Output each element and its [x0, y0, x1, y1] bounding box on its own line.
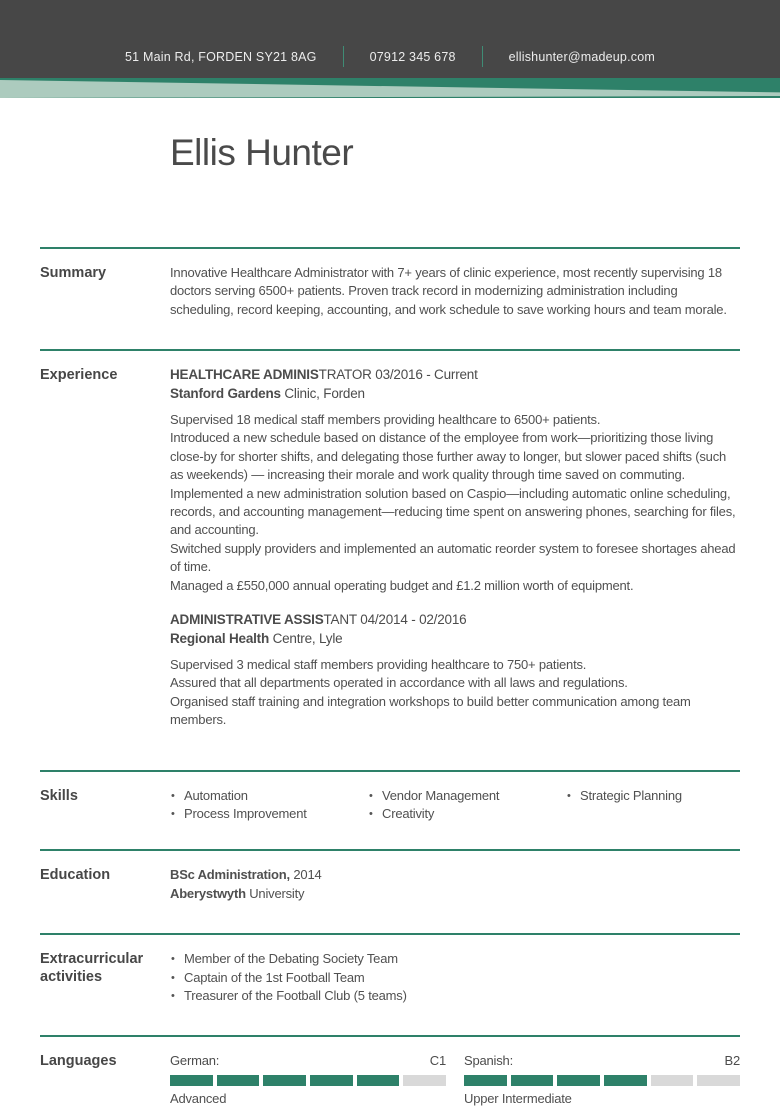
language-bar-segment — [464, 1075, 507, 1086]
language-bar-segment — [263, 1075, 306, 1086]
experience-job — [170, 366, 740, 595]
section-education — [40, 849, 740, 933]
education-degree-bold: BSc Administration, — [170, 867, 290, 883]
section-summary — [40, 247, 740, 349]
job-company-rest: Clinic, Forden — [280, 385, 365, 401]
job-achievement: Switched supply providers and implemented an automatic reorder system to foresee shortages ahead of time. — [170, 540, 736, 575]
skill-item: • Vendor Management — [368, 787, 566, 805]
contact-email: ellishunter@madeup.com — [508, 49, 655, 64]
job-achievement: Implemented a new administration solution based on Caspio—including automatic online scheduling, records, and accounting management—reducing time spent on answering phones, searching for files, and accounting. — [170, 485, 736, 538]
section-languages-label: Languages — [40, 1053, 117, 1070]
language-level-code: B2 — [724, 1053, 740, 1069]
skills-column — [566, 787, 764, 824]
job-company-bold: Stanford Gardens — [170, 385, 281, 401]
education-school — [170, 885, 740, 903]
language-bar-segment — [511, 1075, 554, 1086]
accent-band — [0, 78, 780, 98]
job-company-rest: Centre, Lyle — [269, 630, 343, 646]
language-bar-segment — [310, 1075, 353, 1086]
section-experience-label: Experience — [40, 367, 118, 384]
job-achievement: Supervised 3 medical staff members providing healthcare to 750+ patients. — [170, 656, 587, 672]
candidate-name: Ellis Hunter — [170, 132, 354, 173]
extracurricular-item: • Captain of the 1st Football Team — [170, 969, 740, 987]
job-achievement: Supervised 18 medical staff members providing healthcare to 6500+ patients. — [170, 412, 601, 428]
job-achievement: Managed a £550,000 annual operating budget and £1.2 million worth of equipment. — [170, 577, 634, 593]
section-experience — [40, 349, 740, 769]
job-achievement: Assured that all departments operated in accordance with all laws and regulations. — [170, 675, 628, 691]
language-bar-segment — [651, 1075, 694, 1086]
job-achievement: Introduced a new schedule based on distance of the employee from work—prioritizing those living close-by for shorter shifts, and delegating those further away to longer, but slower paced shifts (such as weekends) — increasing their morale and work quality through time saved on commuting. — [170, 430, 727, 483]
skill-item: • Process Improvement — [170, 805, 368, 823]
language-level-label: Upper Intermediate — [464, 1090, 572, 1106]
extracurricular-item: • Treasurer of the Football Club (5 teams) — [170, 987, 740, 1005]
language-name: German: — [170, 1053, 220, 1069]
language-bar-segment — [357, 1075, 400, 1086]
job-achievement: Organised staff training and integration workshops to build better communication among team members. — [170, 693, 691, 728]
section-education-label: Education — [40, 867, 111, 884]
job-achievements — [170, 411, 740, 595]
contact-address: 51 Main Rd, FORDEN SY21 8AG — [125, 49, 317, 64]
job-company — [170, 630, 740, 648]
contact-separator — [482, 46, 483, 67]
job-title — [170, 611, 740, 629]
job-title-bold: HEALTHCARE ADMINIS — [170, 367, 319, 383]
education-degree-year: 2014 — [289, 867, 322, 883]
language-bar-segment — [697, 1075, 740, 1086]
summary-text: Innovative Healthcare Administrator with 7+ years of clinic experience, most recently supervising 18 doctors serving 6500+ patients. Proven track record in modernizing administration including scheduling, record keeping, accounting, and work schedule to save working hours and team morale. — [170, 265, 727, 317]
experience-job — [170, 611, 740, 729]
section-extracurricular — [40, 933, 740, 1035]
language-item — [170, 1052, 446, 1108]
skills-column — [170, 787, 368, 824]
job-title-bold: ADMINISTRATIVE ASSIS — [170, 612, 324, 628]
job-company-bold: Regional Health — [170, 630, 270, 646]
section-summary-label: Summary — [40, 265, 107, 281]
language-bar-segment — [557, 1075, 600, 1086]
contact-header-bar — [0, 0, 780, 78]
accent-band-sage-wedge — [0, 78, 780, 98]
language-bar-segment — [403, 1075, 446, 1086]
section-skills-label: Skills — [40, 787, 78, 804]
languages-grid — [170, 1052, 740, 1108]
education-school-bold: Aberystwyth — [170, 885, 246, 901]
section-languages — [40, 1035, 740, 1108]
skill-item: • Strategic Planning — [566, 787, 764, 805]
resume-sections — [40, 247, 740, 1108]
skills-column — [368, 787, 566, 824]
skill-item: • Automation — [170, 787, 368, 805]
job-title-dates: TRATOR 03/2016 - Current — [318, 367, 478, 383]
job-title — [170, 366, 740, 384]
job-title-dates: TANT 04/2014 - 02/2016 — [323, 612, 467, 628]
language-bar-segment — [217, 1075, 260, 1086]
name-block — [0, 131, 780, 247]
language-level-code: C1 — [429, 1053, 446, 1069]
language-bar-segment — [604, 1075, 647, 1086]
language-item — [464, 1052, 740, 1108]
contact-row — [125, 46, 655, 67]
language-proficiency-bar — [464, 1075, 740, 1086]
section-extracurricular-label: Extracurricular activities — [40, 951, 144, 986]
section-skills — [40, 770, 740, 850]
extracurricular-item: • Member of the Debating Society Team — [170, 950, 740, 968]
skills-grid — [170, 787, 764, 824]
job-company — [170, 385, 740, 403]
education-school-rest: University — [245, 885, 305, 901]
language-proficiency-bar — [170, 1075, 446, 1086]
language-level-label: Advanced — [170, 1090, 227, 1106]
education-degree — [170, 866, 740, 884]
language-bar-segment — [170, 1075, 213, 1086]
skill-item: • Creativity — [368, 805, 566, 823]
contact-phone: 07912 345 678 — [369, 49, 456, 64]
contact-separator — [343, 46, 344, 67]
language-name: Spanish: — [464, 1053, 513, 1069]
job-achievements — [170, 656, 740, 730]
